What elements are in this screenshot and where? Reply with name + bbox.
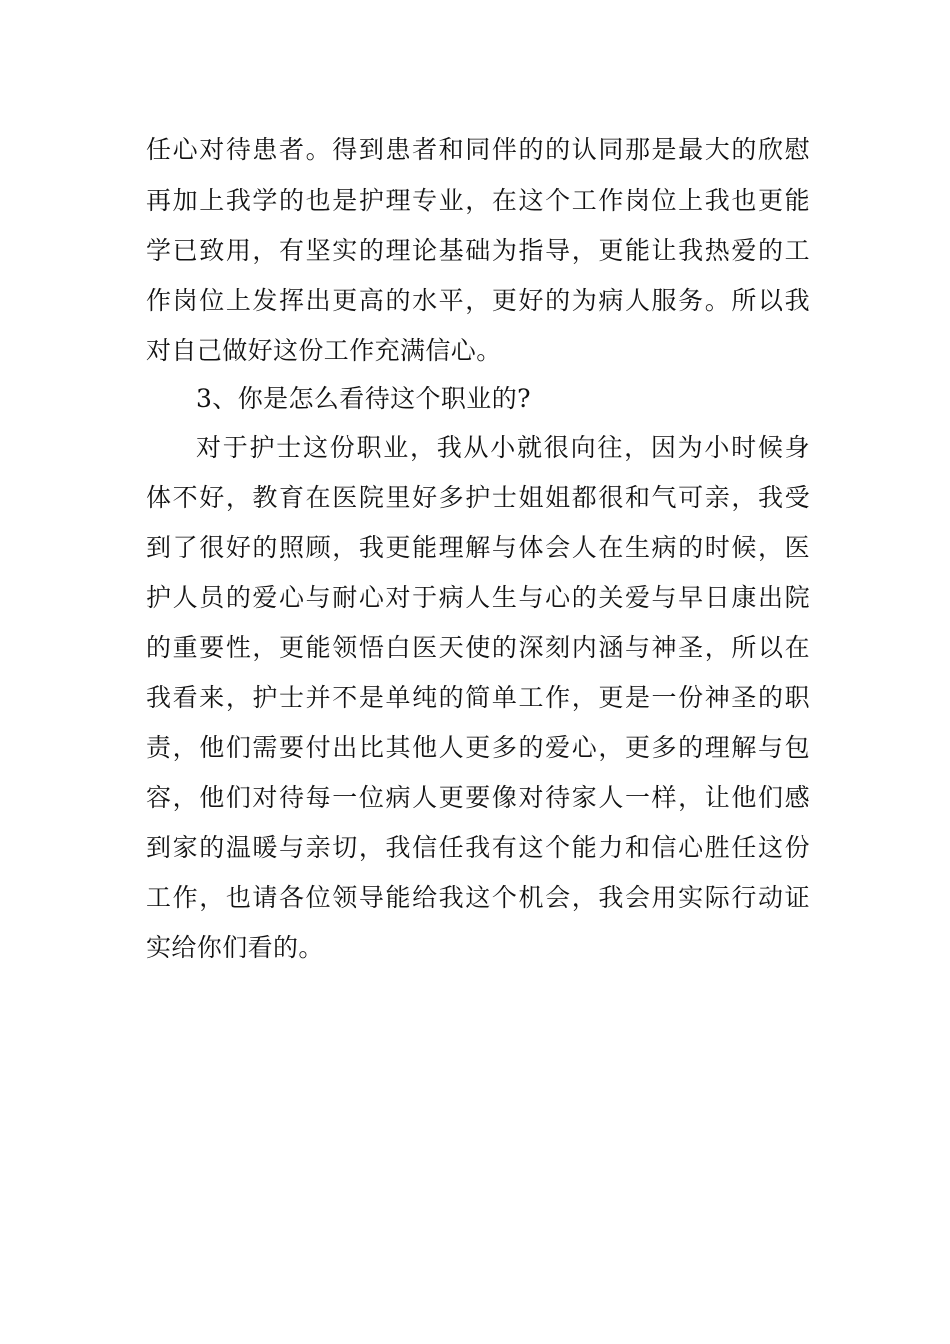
- paragraph-line: 对自己做好这份工作充满信心。: [146, 336, 502, 365]
- paragraph-line: 学已致用，有坚实的理论基础为指导，更能让我热爱的工: [146, 236, 810, 265]
- paragraph-line: 体不好，教育在医院里好多护士姐姐都很和气可亲，我受: [146, 483, 810, 512]
- paragraph-line: 容，他们对待每一位病人更要像对待家人一样，让他们感: [146, 783, 810, 812]
- paragraph-line: 到家的温暖与亲切，我信任我有这个能力和信心胜任这份: [146, 833, 810, 862]
- paragraph-line: 我看来，护士并不是单纯的简单工作，更是一份神圣的职: [146, 683, 810, 712]
- section-heading: 3、你是怎么看待这个职业的?: [196, 384, 531, 413]
- paragraph-line: 实给你们看的。: [146, 933, 324, 962]
- paragraph-line: 作岗位上发挥出更高的水平，更好的为病人服务。所以我: [146, 286, 810, 315]
- paragraph-line: 工作，也请各位领导能给我这个机会，我会用实际行动证: [146, 883, 810, 912]
- paragraph-line: 对于护士这份职业，我从小就很向往，因为小时候身: [196, 433, 810, 462]
- paragraph-line: 护人员的爱心与耐心对于病人生与心的关爱与早日康出院: [146, 583, 810, 612]
- paragraph-line: 到了很好的照顾，我更能理解与体会人在生病的时候，医: [146, 533, 810, 562]
- paragraph-line: 责，他们需要付出比其他人更多的爱心，更多的理解与包: [146, 733, 810, 762]
- paragraph-line: 任心对待患者。得到患者和同伴的的认同那是最大的欣慰: [146, 135, 810, 164]
- paragraph-line: 再加上我学的也是护理专业，在这个工作岗位上我也更能: [146, 186, 810, 215]
- paragraph-line: 的重要性，更能领悟白医天使的深刻内涵与神圣，所以在: [146, 633, 810, 662]
